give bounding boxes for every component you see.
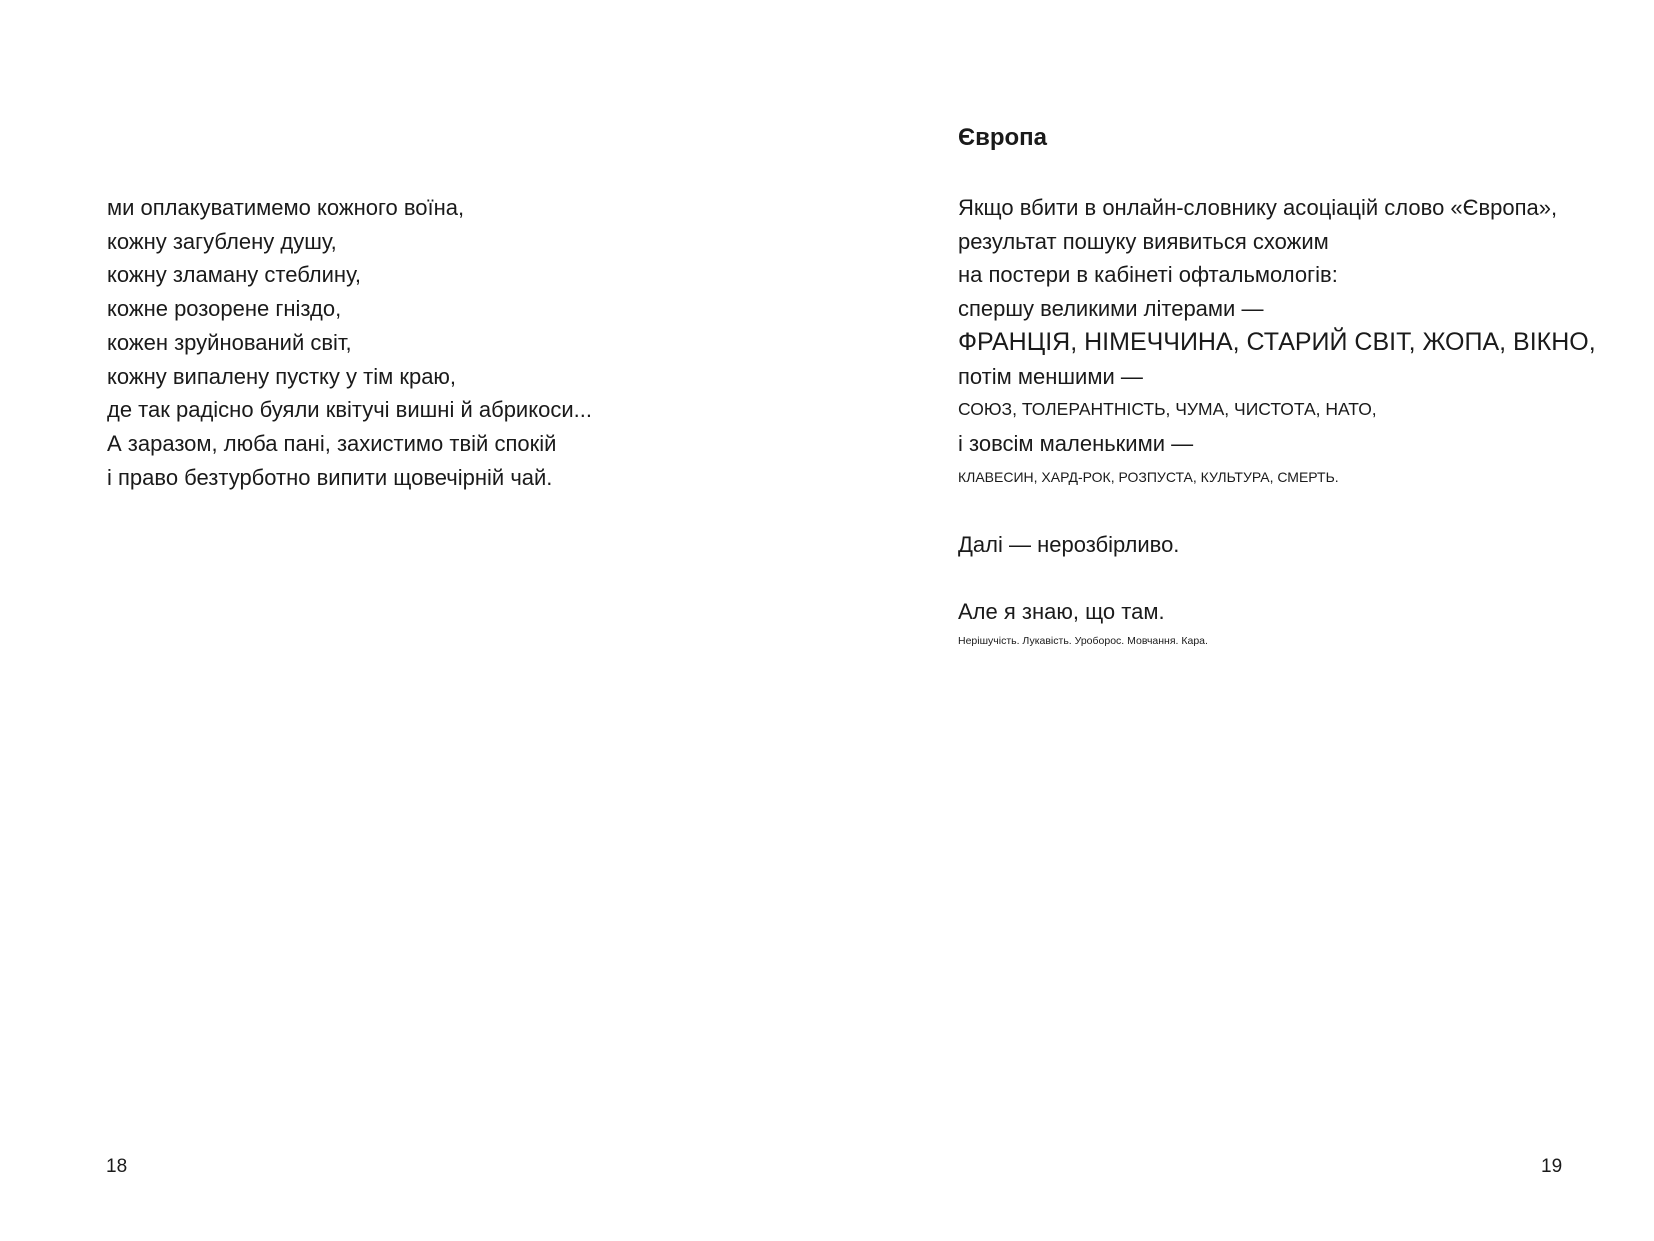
poem-line: і право безтурботно випити щовечірній чай.	[107, 464, 553, 490]
poem-continuation	[107, 191, 592, 494]
poem-title: Європа	[958, 124, 1047, 151]
poem-line: спершу великими літерами —	[958, 296, 1264, 322]
poem-line: і зовсім маленькими —	[958, 430, 1194, 456]
poem-line: А заразом, люба пані, захистимо твій спокій	[107, 430, 557, 456]
tiny-line: Нерішучість. Лукавість. Уроборос. Мовчання. Кара.	[958, 635, 1208, 648]
page-number-right: 19	[1541, 1156, 1563, 1177]
poem-line: Далі — нерозбірливо.	[958, 532, 1180, 558]
right-page	[827, 0, 1654, 1241]
poem-line: Але я знаю, що там.	[958, 599, 1165, 625]
poem-line: на постери в кабінеті офтальмологів:	[958, 262, 1338, 288]
stanza-gap	[958, 494, 1596, 528]
poem-line: кожну випалену пустку у тім краю,	[107, 363, 457, 389]
poem-line: де так радісно буяли квітучі вишні й абрикоси...	[107, 397, 592, 423]
poem-line: результат пошуку виявиться схожим	[958, 228, 1329, 254]
page-number-left: 18	[106, 1156, 128, 1177]
poem-europe	[958, 191, 1596, 653]
poem-line: кожен зруйнований світ,	[107, 329, 352, 355]
caps-small-line: КЛАВЕСИН, ХАРД-РОК, РОЗПУСТА, КУЛЬТУРА, СМЕРТЬ.	[958, 468, 1339, 485]
poem-line: кожну загублену душу,	[107, 228, 337, 254]
poem-line: кожне розорене гніздо,	[107, 296, 342, 322]
caps-large-line: ФРАНЦІЯ, НІМЕЧЧИНА, СТАРИЙ СВІТ, ЖОПА, ВІКНО,	[958, 327, 1596, 356]
poem-line: кожну зламану стеблину,	[107, 262, 361, 288]
poem-line: Якщо вбити в онлайн-словнику асоціацій слово «Європа»,	[958, 195, 1558, 220]
stanza-gap	[958, 562, 1596, 596]
poem-line: ми оплакуватимемо кожного воїна,	[107, 195, 465, 220]
caps-medium-line: СОЮЗ, ТОЛЕРАНТНІСТЬ, ЧУМА, ЧИСТОТА, НАТО,	[958, 399, 1377, 420]
poem-line: потім меншими —	[958, 363, 1143, 389]
